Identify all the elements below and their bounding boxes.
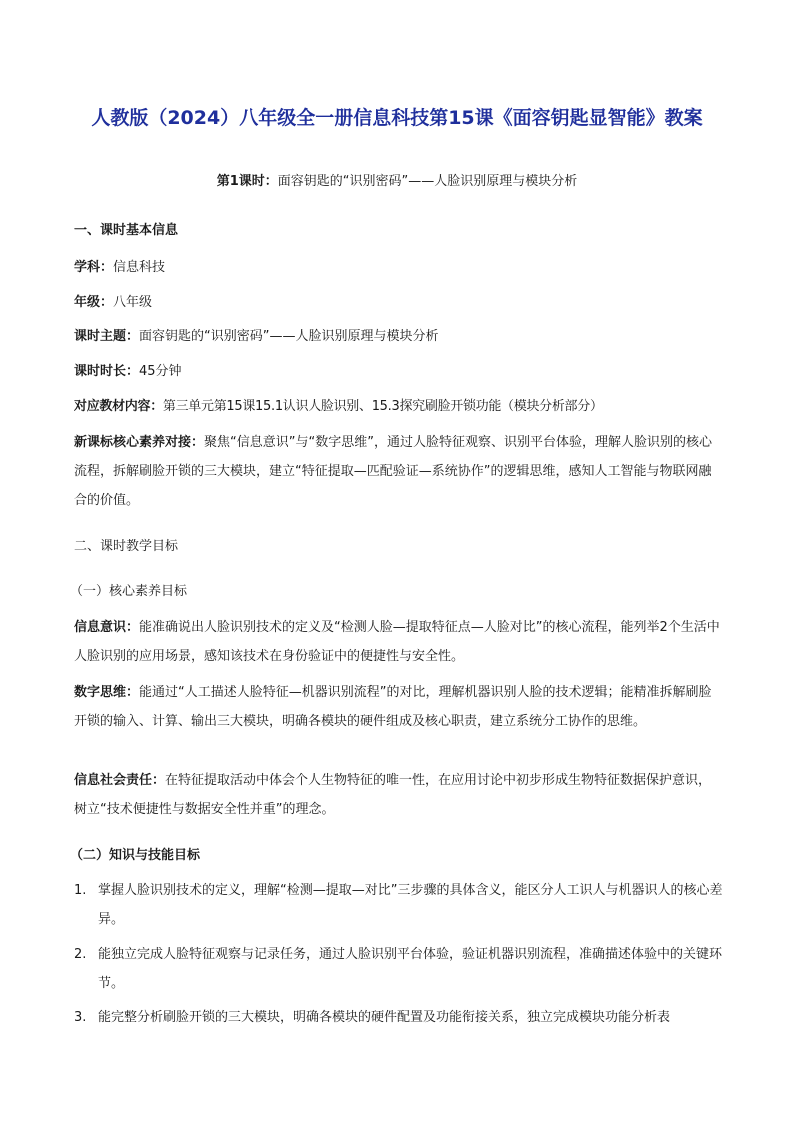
list-number: 3. — [74, 1010, 87, 1025]
field-value: 45分钟 — [139, 364, 182, 379]
list-number: 2. — [74, 947, 87, 962]
field-label: 新课标核心素养对接： — [74, 435, 205, 450]
goal-label: 数字思维： — [74, 685, 140, 700]
goal-label: 信息意识： — [74, 620, 140, 635]
goal-label: 信息社会责任： — [74, 773, 166, 788]
field-label: 学科： — [74, 260, 114, 275]
section2-heading: 二、课时教学目标 — [74, 539, 179, 554]
list-number: 1. — [74, 883, 87, 898]
list-item: 能独立完成人脸特征观察与记录任务，通过人脸识别平台体验，验证机器识别流程，准确描述体验中的关键环节。 — [98, 947, 723, 991]
field-label: 课时时长： — [74, 364, 140, 379]
subsection1-heading: （一）核心素养目标 — [70, 584, 188, 599]
lesson-subtitle-label: 第1课时： — [216, 174, 278, 189]
field-value: 八年级 — [113, 295, 153, 310]
goal-text: 能准确说出人脸识别技术的定义及“检测人脸—提取特征点—人脸对比”的核心流程，能列举2个生活中人脸识别的应用场景，感知该技术在身份验证中的便捷性与安全性。 — [74, 620, 720, 664]
goal-text: 能通过“人工描述人脸特征—机器识别流程”的对比，理解机器识别人脸的技术逻辑；能精准拆解刷脸开锁的输入、计算、输出三大模块，明确各模块的硬件组成及核心职责，建立系统分工协作的思维。 — [74, 685, 712, 729]
document-title: 人教版（2024）八年级全一册信息科技第15课《面容钥匙显智能》教案 — [91, 107, 703, 129]
field-label: 课时主题： — [74, 329, 140, 344]
section1-heading: 一、课时基本信息 — [74, 223, 179, 238]
field-value: 面容钥匙的“识别密码”——人脸识别原理与模块分析 — [139, 329, 439, 344]
field-value: 信息科技 — [113, 260, 166, 275]
lesson-subtitle — [0, 172, 794, 192]
field-subject — [74, 258, 724, 278]
goal-text: 在特征提取活动中体会个人生物特征的唯一性，在应用讨论中初步形成生物特征数据保护意识，树立“技术便捷性与数据安全性并重”的理念。 — [74, 773, 712, 817]
goal-information-awareness — [74, 613, 724, 671]
field-topic — [74, 327, 724, 347]
field-value: 聚焦“信息意识”与“数字思维”，通过人脸特征观察、识别平台体验，理解人脸识别的核心流程，拆解刷脸开锁的三大模块，建立“特征提取—匹配验证—系统协作”的逻辑思维，感知人工智能与物联网融合的价值。 — [74, 435, 712, 508]
field-value: 第三单元第15课15.1认识人脸识别、15.3探究刷脸开锁功能（模块分析部分） — [162, 399, 603, 414]
field-core-literacy — [74, 428, 724, 515]
list-item: 掌握人脸识别技术的定义，理解“检测—提取—对比”三步骤的具体含义，能区分人工识人与机器识人的核心差异。 — [98, 883, 723, 927]
list-item: 能完整分析刷脸开锁的三大模块，明确各模块的硬件配置及功能衔接关系，独立完成模块功能分析表 — [98, 1010, 671, 1025]
field-textbook — [74, 397, 724, 417]
field-label: 对应教材内容： — [74, 399, 163, 414]
field-duration — [74, 362, 724, 382]
subsection2-heading-text: （二）知识与技能目标 — [70, 848, 201, 863]
subsection2-heading — [70, 846, 200, 866]
lesson-subtitle-text: 面容钥匙的“识别密码”——人脸识别原理与模块分析 — [277, 174, 578, 189]
field-label: 年级： — [74, 295, 114, 310]
goal-digital-thinking — [74, 678, 724, 736]
goal-social-responsibility — [74, 766, 724, 824]
field-grade — [74, 293, 724, 313]
